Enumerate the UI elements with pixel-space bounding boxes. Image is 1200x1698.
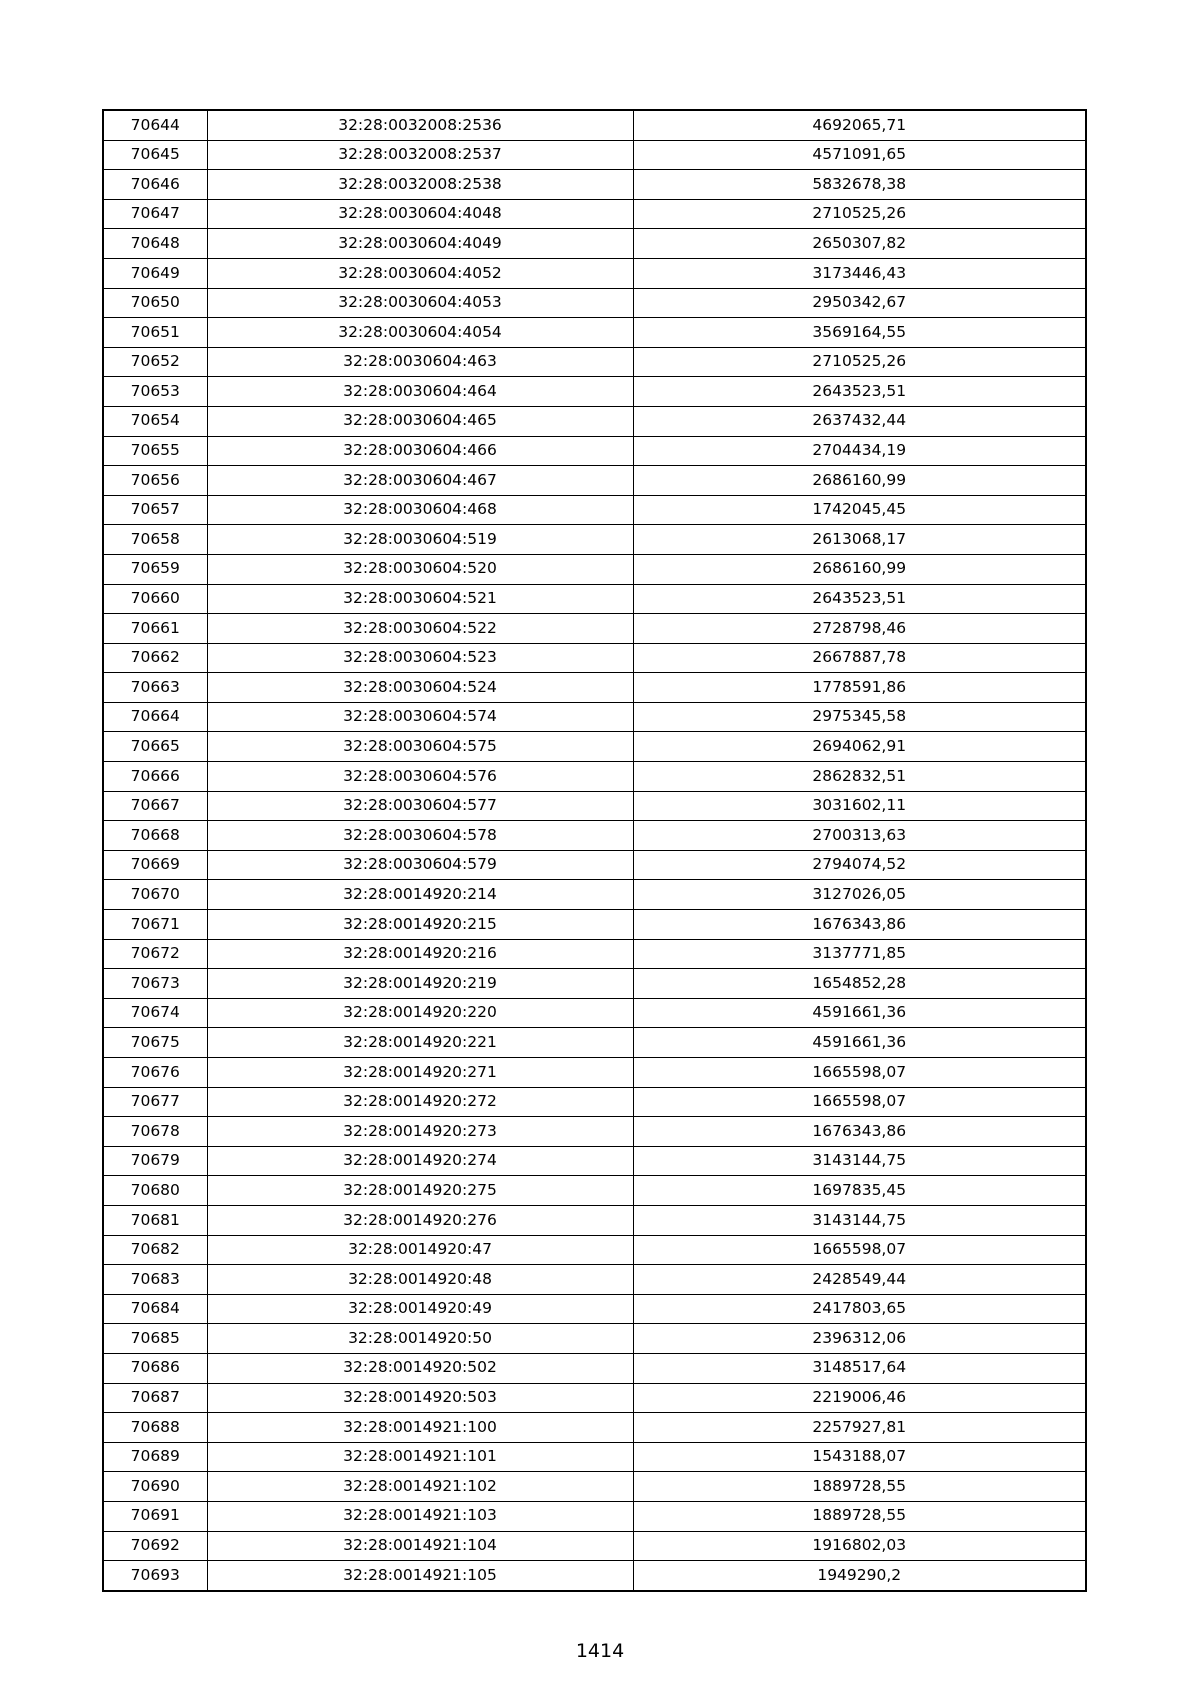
cadastral-number-cell: 32:28:0030604:464	[207, 377, 633, 407]
cadastral-number-cell: 32:28:0014920:272	[207, 1087, 633, 1117]
cadastral-number-cell: 32:28:0030604:4049	[207, 229, 633, 259]
row-number-cell: 70650	[103, 288, 207, 318]
row-number-cell: 70669	[103, 850, 207, 880]
value-cell: 1742045,45	[633, 495, 1086, 525]
cadastral-number-cell: 32:28:0030604:466	[207, 436, 633, 466]
table-row	[103, 880, 1086, 910]
cadastral-number-cell: 32:28:0014921:103	[207, 1501, 633, 1531]
table-row	[103, 969, 1086, 999]
row-number-cell: 70672	[103, 939, 207, 969]
value-cell: 1889728,55	[633, 1472, 1086, 1502]
row-number-cell: 70661	[103, 614, 207, 644]
value-cell: 2396312,06	[633, 1324, 1086, 1354]
cadastral-number-cell: 32:28:0014920:503	[207, 1383, 633, 1413]
table-row	[103, 525, 1086, 555]
table-row	[103, 850, 1086, 880]
cadastral-number-cell: 32:28:0030604:574	[207, 702, 633, 732]
row-number-cell: 70678	[103, 1117, 207, 1147]
row-number-cell: 70671	[103, 910, 207, 940]
row-number-cell: 70664	[103, 702, 207, 732]
cadastral-number-cell: 32:28:0014920:48	[207, 1265, 633, 1295]
row-number-cell: 70692	[103, 1531, 207, 1561]
row-number-cell: 70662	[103, 643, 207, 673]
value-cell: 2643523,51	[633, 377, 1086, 407]
row-number-cell: 70684	[103, 1294, 207, 1324]
value-cell: 2794074,52	[633, 850, 1086, 880]
value-cell: 2704434,19	[633, 436, 1086, 466]
value-cell: 2637432,44	[633, 406, 1086, 436]
cadastral-number-cell: 32:28:0014921:104	[207, 1531, 633, 1561]
row-number-cell: 70655	[103, 436, 207, 466]
table-row	[103, 436, 1086, 466]
page-number: 1414	[575, 1640, 625, 1662]
cadastral-number-cell: 32:28:0014920:274	[207, 1146, 633, 1176]
row-number-cell: 70689	[103, 1442, 207, 1472]
table-row	[103, 110, 1086, 140]
table-row	[103, 673, 1086, 703]
row-number-cell: 70670	[103, 880, 207, 910]
cadastral-number-cell: 32:28:0030604:520	[207, 554, 633, 584]
row-number-cell: 70653	[103, 377, 207, 407]
cadastral-number-cell: 32:28:0014920:50	[207, 1324, 633, 1354]
value-cell: 2975345,58	[633, 702, 1086, 732]
cadastral-number-cell: 32:28:0014920:216	[207, 939, 633, 969]
row-number-cell: 70679	[103, 1146, 207, 1176]
cadastral-number-cell: 32:28:0030604:575	[207, 732, 633, 762]
value-cell: 1949290,2	[633, 1561, 1086, 1591]
value-cell: 4591661,36	[633, 998, 1086, 1028]
value-cell: 3031602,11	[633, 791, 1086, 821]
value-cell: 4571091,65	[633, 140, 1086, 170]
cadastral-number-cell: 32:28:0030604:577	[207, 791, 633, 821]
table-row	[103, 821, 1086, 851]
value-cell: 3137771,85	[633, 939, 1086, 969]
table-row	[103, 1531, 1086, 1561]
table-row	[103, 1294, 1086, 1324]
value-cell: 1665598,07	[633, 1058, 1086, 1088]
table-row	[103, 347, 1086, 377]
table-row	[103, 258, 1086, 288]
table-row	[103, 140, 1086, 170]
row-number-cell: 70648	[103, 229, 207, 259]
value-cell: 2694062,91	[633, 732, 1086, 762]
row-number-cell: 70656	[103, 466, 207, 496]
table-row	[103, 229, 1086, 259]
table-row	[103, 1442, 1086, 1472]
cadastral-number-cell: 32:28:0014920:273	[207, 1117, 633, 1147]
table-row	[103, 554, 1086, 584]
table-row	[103, 1413, 1086, 1443]
table-row	[103, 1235, 1086, 1265]
table-row	[103, 791, 1086, 821]
table-row	[103, 910, 1086, 940]
row-number-cell: 70677	[103, 1087, 207, 1117]
value-cell: 2417803,65	[633, 1294, 1086, 1324]
cadastral-number-cell: 32:28:0014921:101	[207, 1442, 633, 1472]
value-cell: 1697835,45	[633, 1176, 1086, 1206]
row-number-cell: 70673	[103, 969, 207, 999]
table-row	[103, 732, 1086, 762]
row-number-cell: 70649	[103, 258, 207, 288]
cadastral-number-cell: 32:28:0014921:102	[207, 1472, 633, 1502]
cadastral-number-cell: 32:28:0014920:502	[207, 1353, 633, 1383]
table-row	[103, 1146, 1086, 1176]
table-row	[103, 998, 1086, 1028]
table-row	[103, 1176, 1086, 1206]
cadastral-number-cell: 32:28:0030604:578	[207, 821, 633, 851]
row-number-cell: 70646	[103, 170, 207, 200]
value-cell: 2613068,17	[633, 525, 1086, 555]
value-cell: 2710525,26	[633, 199, 1086, 229]
cadastral-number-cell: 32:28:0014920:275	[207, 1176, 633, 1206]
cadastral-number-cell: 32:28:0030604:522	[207, 614, 633, 644]
table-row	[103, 584, 1086, 614]
cadastral-number-cell: 32:28:0030604:467	[207, 466, 633, 496]
value-cell: 2257927,81	[633, 1413, 1086, 1443]
cadastral-number-cell: 32:28:0014920:220	[207, 998, 633, 1028]
row-number-cell: 70683	[103, 1265, 207, 1295]
value-cell: 1676343,86	[633, 910, 1086, 940]
value-cell: 2643523,51	[633, 584, 1086, 614]
cadastral-number-cell: 32:28:0030604:576	[207, 762, 633, 792]
value-cell: 1543188,07	[633, 1442, 1086, 1472]
cadastral-number-cell: 32:28:0030604:463	[207, 347, 633, 377]
row-number-cell: 70688	[103, 1413, 207, 1443]
cadastral-number-cell: 32:28:0032008:2536	[207, 110, 633, 140]
cadastral-number-cell: 32:28:0030604:523	[207, 643, 633, 673]
value-cell: 4591661,36	[633, 1028, 1086, 1058]
value-cell: 2650307,82	[633, 229, 1086, 259]
row-number-cell: 70645	[103, 140, 207, 170]
table-row	[103, 466, 1086, 496]
value-cell: 3148517,64	[633, 1353, 1086, 1383]
cadastral-number-cell: 32:28:0014920:221	[207, 1028, 633, 1058]
cadastral-number-cell: 32:28:0014920:271	[207, 1058, 633, 1088]
row-number-cell: 70687	[103, 1383, 207, 1413]
table-row	[103, 318, 1086, 348]
value-cell: 1778591,86	[633, 673, 1086, 703]
table-row	[103, 614, 1086, 644]
table-row	[103, 495, 1086, 525]
value-cell: 2686160,99	[633, 554, 1086, 584]
cadastral-number-cell: 32:28:0030604:524	[207, 673, 633, 703]
cadastral-number-cell: 32:28:0014920:215	[207, 910, 633, 940]
value-cell: 3143144,75	[633, 1205, 1086, 1235]
cadastral-number-cell: 32:28:0032008:2538	[207, 170, 633, 200]
value-cell: 3173446,43	[633, 258, 1086, 288]
value-cell: 2728798,46	[633, 614, 1086, 644]
table-row	[103, 170, 1086, 200]
table-row	[103, 1501, 1086, 1531]
table-row	[103, 1117, 1086, 1147]
row-number-cell: 70676	[103, 1058, 207, 1088]
row-number-cell: 70682	[103, 1235, 207, 1265]
row-number-cell: 70658	[103, 525, 207, 555]
cadastral-number-cell: 32:28:0014920:47	[207, 1235, 633, 1265]
table-row	[103, 1324, 1086, 1354]
value-cell: 2428549,44	[633, 1265, 1086, 1295]
value-cell: 1916802,03	[633, 1531, 1086, 1561]
row-number-cell: 70654	[103, 406, 207, 436]
row-number-cell: 70652	[103, 347, 207, 377]
row-number-cell: 70659	[103, 554, 207, 584]
row-number-cell: 70647	[103, 199, 207, 229]
table-row	[103, 702, 1086, 732]
table-row	[103, 643, 1086, 673]
table-row	[103, 939, 1086, 969]
value-cell: 4692065,71	[633, 110, 1086, 140]
table-row	[103, 1472, 1086, 1502]
table-row	[103, 1353, 1086, 1383]
value-cell: 2950342,67	[633, 288, 1086, 318]
row-number-cell: 70690	[103, 1472, 207, 1502]
cadastral-number-cell: 32:28:0030604:465	[207, 406, 633, 436]
row-number-cell: 70665	[103, 732, 207, 762]
row-number-cell: 70675	[103, 1028, 207, 1058]
value-cell: 2686160,99	[633, 466, 1086, 496]
cadastral-number-cell: 32:28:0030604:4054	[207, 318, 633, 348]
cadastral-number-cell: 32:28:0014921:100	[207, 1413, 633, 1443]
table-row	[103, 1205, 1086, 1235]
cadastral-number-cell: 32:28:0032008:2537	[207, 140, 633, 170]
cadastral-number-cell: 32:28:0030604:4053	[207, 288, 633, 318]
table-row	[103, 377, 1086, 407]
row-number-cell: 70666	[103, 762, 207, 792]
value-cell: 5832678,38	[633, 170, 1086, 200]
value-cell: 1665598,07	[633, 1087, 1086, 1117]
table-row	[103, 1028, 1086, 1058]
row-number-cell: 70663	[103, 673, 207, 703]
value-cell: 2710525,26	[633, 347, 1086, 377]
row-number-cell: 70660	[103, 584, 207, 614]
value-cell: 3127026,05	[633, 880, 1086, 910]
cadastral-number-cell: 32:28:0030604:521	[207, 584, 633, 614]
value-cell: 3143144,75	[633, 1146, 1086, 1176]
cadastral-number-cell: 32:28:0030604:4048	[207, 199, 633, 229]
table-row	[103, 406, 1086, 436]
table-body	[103, 110, 1086, 1591]
value-cell: 1665598,07	[633, 1235, 1086, 1265]
cadastral-number-cell: 32:28:0030604:579	[207, 850, 633, 880]
value-cell: 2862832,51	[633, 762, 1086, 792]
row-number-cell: 70691	[103, 1501, 207, 1531]
row-number-cell: 70680	[103, 1176, 207, 1206]
table-row	[103, 1058, 1086, 1088]
row-number-cell: 70681	[103, 1205, 207, 1235]
value-cell: 1654852,28	[633, 969, 1086, 999]
value-cell: 2700313,63	[633, 821, 1086, 851]
row-number-cell: 70685	[103, 1324, 207, 1354]
row-number-cell: 70667	[103, 791, 207, 821]
row-number-cell: 70651	[103, 318, 207, 348]
cadastral-number-cell: 32:28:0014921:105	[207, 1561, 633, 1591]
table-row	[103, 1087, 1086, 1117]
cadastral-number-cell: 32:28:0014920:219	[207, 969, 633, 999]
value-cell: 2667887,78	[633, 643, 1086, 673]
row-number-cell: 70674	[103, 998, 207, 1028]
table-row	[103, 1265, 1086, 1295]
cadastral-number-cell: 32:28:0030604:519	[207, 525, 633, 555]
row-number-cell: 70657	[103, 495, 207, 525]
cadastral-number-cell: 32:28:0014920:214	[207, 880, 633, 910]
row-number-cell: 70693	[103, 1561, 207, 1591]
cadastral-number-cell: 32:28:0014920:276	[207, 1205, 633, 1235]
row-number-cell: 70644	[103, 110, 207, 140]
row-number-cell: 70668	[103, 821, 207, 851]
data-table	[102, 109, 1087, 1592]
row-number-cell: 70686	[103, 1353, 207, 1383]
cadastral-number-cell: 32:28:0014920:49	[207, 1294, 633, 1324]
table-row	[103, 1561, 1086, 1591]
cadastral-number-cell: 32:28:0030604:468	[207, 495, 633, 525]
value-cell: 1889728,55	[633, 1501, 1086, 1531]
value-cell: 3569164,55	[633, 318, 1086, 348]
table-row	[103, 199, 1086, 229]
value-cell: 1676343,86	[633, 1117, 1086, 1147]
table-row	[103, 288, 1086, 318]
cadastral-number-cell: 32:28:0030604:4052	[207, 258, 633, 288]
table-row	[103, 1383, 1086, 1413]
value-cell: 2219006,46	[633, 1383, 1086, 1413]
table-row	[103, 762, 1086, 792]
